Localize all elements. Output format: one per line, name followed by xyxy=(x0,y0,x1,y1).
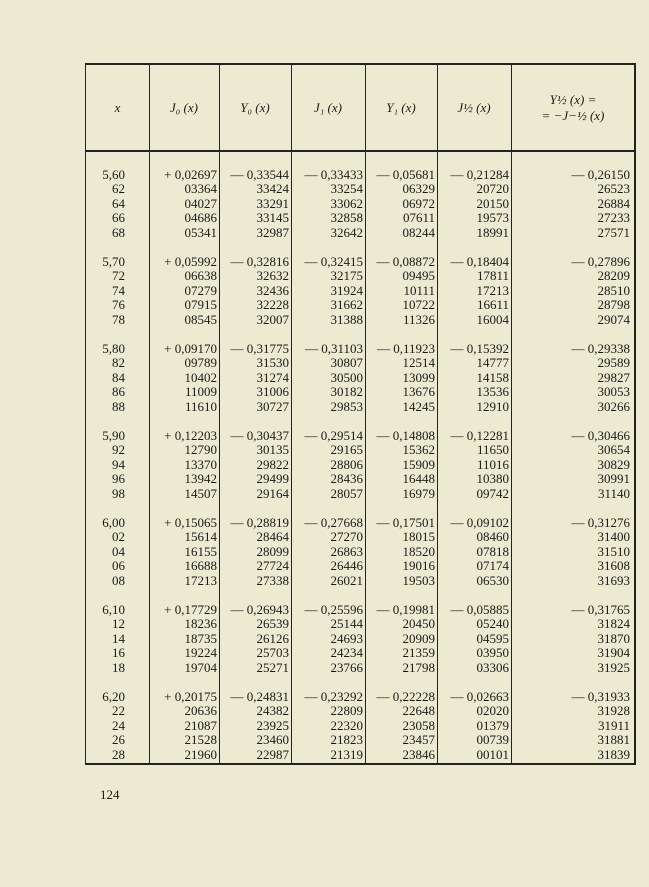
cell-x: 6,00 xyxy=(102,515,125,530)
cell-y0: 27338 xyxy=(256,572,289,588)
cell-y1: 20909 xyxy=(402,630,435,646)
table-row xyxy=(86,646,634,660)
table-row xyxy=(86,226,634,240)
table-row xyxy=(86,298,634,312)
cell-j-half: 13536 xyxy=(476,384,509,400)
cell-j1: 21823 xyxy=(330,732,363,748)
cell-y0: 31006 xyxy=(256,384,289,400)
cell-y-half: 31510 xyxy=(597,543,630,559)
cell-j-half: 07174 xyxy=(476,558,509,574)
cell-y-half: 29074 xyxy=(597,311,630,327)
table-row xyxy=(86,356,634,370)
cell-j0: 19224 xyxy=(184,645,217,661)
cell-y1: 15909 xyxy=(402,456,435,472)
cell-y1: 11326 xyxy=(402,311,435,327)
cell-y0: 29164 xyxy=(256,485,289,501)
cell-y-half: 29589 xyxy=(597,355,630,371)
cell-x: 5,70 xyxy=(102,254,125,269)
table-row xyxy=(86,371,634,385)
cell-j0: + 0,12203 xyxy=(164,428,217,443)
cell-y0: 30135 xyxy=(256,442,289,458)
header-j1: J₁ (x) xyxy=(314,99,342,115)
cell-y1: 15362 xyxy=(402,442,435,458)
cell-x: 76 xyxy=(112,297,125,313)
cell-y-half: 28510 xyxy=(597,282,630,298)
cell-y0: 32632 xyxy=(256,268,289,284)
cell-y-half: — 0,29338 xyxy=(571,341,630,356)
table-row xyxy=(86,690,634,704)
cell-y1: 19016 xyxy=(402,558,435,574)
cell-j1: 24234 xyxy=(330,645,363,661)
cell-j1: — 0,23292 xyxy=(304,689,363,704)
table-row xyxy=(86,516,634,530)
cell-j1: 32642 xyxy=(330,224,363,240)
cell-y-half: 31693 xyxy=(597,572,630,588)
table-row xyxy=(86,182,634,196)
header-y1: Y₁ (x) xyxy=(386,99,416,115)
header-j0: J₀ (x) xyxy=(170,99,198,115)
cell-j1: 32175 xyxy=(330,268,363,284)
cell-x: 96 xyxy=(112,471,125,487)
cell-y1: 06972 xyxy=(402,195,435,211)
table-row xyxy=(86,733,634,747)
cell-x: 28 xyxy=(112,746,125,762)
cell-y0: 29822 xyxy=(256,456,289,472)
cell-y0: 22987 xyxy=(256,746,289,762)
cell-j0: 14507 xyxy=(184,485,217,501)
table-row xyxy=(86,342,634,356)
cell-x: 04 xyxy=(112,543,125,559)
cell-y0: 23925 xyxy=(256,717,289,733)
cell-j0: 16688 xyxy=(184,558,217,574)
cell-j-half: 19573 xyxy=(476,210,509,226)
cell-y0: 32228 xyxy=(256,297,289,313)
cell-j0: 13942 xyxy=(184,471,217,487)
cell-y1: 14245 xyxy=(402,398,435,414)
cell-j1: 29165 xyxy=(330,442,363,458)
cell-j1: 30500 xyxy=(330,369,363,385)
cell-y0: 27724 xyxy=(256,558,289,574)
cell-j0: + 0,15065 xyxy=(164,515,217,530)
cell-y-half: 31608 xyxy=(597,558,630,574)
cell-j0: 07915 xyxy=(184,297,217,313)
table-row xyxy=(86,458,634,472)
table-row xyxy=(86,632,634,646)
cell-j-half: 04595 xyxy=(476,630,509,646)
cell-j-half: 11016 xyxy=(476,456,509,472)
cell-j1: 30182 xyxy=(330,384,363,400)
table-row xyxy=(86,472,634,486)
cell-j-half: 08460 xyxy=(476,529,509,545)
table-row xyxy=(86,211,634,225)
cell-j-half: — 0,09102 xyxy=(450,515,509,530)
cell-j0: 04686 xyxy=(184,210,217,226)
table-row xyxy=(86,443,634,457)
cell-x: 26 xyxy=(112,732,125,748)
cell-j-half: — 0,21284 xyxy=(450,167,509,182)
cell-x: 5,90 xyxy=(102,428,125,443)
cell-y-half: 28798 xyxy=(597,297,630,313)
header-y-half-line1: Y½ (x) = xyxy=(549,91,597,107)
cell-x: 6,20 xyxy=(102,689,125,704)
cell-j1: — 0,25596 xyxy=(304,602,363,617)
header-y0: Y₀ (x) xyxy=(240,99,270,115)
cell-j0: 07279 xyxy=(184,282,217,298)
cell-y-half: 31824 xyxy=(597,616,630,632)
cell-j-half: 09742 xyxy=(476,485,509,501)
cell-y1: 21798 xyxy=(402,659,435,675)
cell-y1: 18520 xyxy=(402,543,435,559)
table-row xyxy=(86,661,634,675)
cell-j-half: 12910 xyxy=(476,398,509,414)
cell-j1: — 0,27668 xyxy=(304,515,363,530)
cell-j0: 21528 xyxy=(184,732,217,748)
cell-x: 6,10 xyxy=(102,602,125,617)
cell-y0: 32987 xyxy=(256,224,289,240)
cell-x: 86 xyxy=(112,384,125,400)
cell-j0: 06638 xyxy=(184,268,217,284)
cell-y-half: 28209 xyxy=(597,268,630,284)
cell-y1: 23457 xyxy=(402,732,435,748)
cell-y1: 06329 xyxy=(402,181,435,197)
table-row xyxy=(86,197,634,211)
cell-j-half: 05240 xyxy=(476,616,509,632)
header-y-half xyxy=(511,65,635,150)
cell-y-half: 30829 xyxy=(597,456,630,472)
cell-j0: 21087 xyxy=(184,717,217,733)
cell-x: 98 xyxy=(112,485,125,501)
cell-y-half: 31870 xyxy=(597,630,630,646)
cell-y0: 32007 xyxy=(256,311,289,327)
cell-y0: 31530 xyxy=(256,355,289,371)
cell-j0: 19704 xyxy=(184,659,217,675)
cell-j1: 33062 xyxy=(330,195,363,211)
cell-j1: 26863 xyxy=(330,543,363,559)
cell-x: 68 xyxy=(112,224,125,240)
cell-y0: — 0,33544 xyxy=(230,167,289,182)
cell-y-half: 31881 xyxy=(597,732,630,748)
cell-y-half: — 0,27896 xyxy=(571,254,630,269)
cell-y-half: 31925 xyxy=(597,659,630,675)
header-y-half-line2: = −J−½ (x) xyxy=(541,107,605,123)
cell-j-half: 20720 xyxy=(476,181,509,197)
cell-y1: — 0,14808 xyxy=(376,428,435,443)
cell-y0: 32436 xyxy=(256,282,289,298)
bessel-function-table xyxy=(85,63,636,765)
cell-y1: 13676 xyxy=(402,384,435,400)
table-row xyxy=(86,284,634,298)
table-row xyxy=(86,719,634,733)
cell-j0: 20636 xyxy=(184,703,217,719)
cell-j1: 31924 xyxy=(330,282,363,298)
cell-y-half: — 0,31765 xyxy=(571,602,630,617)
table-row xyxy=(86,313,634,327)
cell-j0: 10402 xyxy=(184,369,217,385)
cell-y-half: 26884 xyxy=(597,195,630,211)
cell-y1: 13099 xyxy=(402,369,435,385)
cell-y-half: 26523 xyxy=(597,181,630,197)
cell-j-half: 20150 xyxy=(476,195,509,211)
table-header xyxy=(86,65,634,152)
cell-j-half: 11650 xyxy=(476,442,509,458)
cell-x: 18 xyxy=(112,659,125,675)
cell-j1: — 0,29514 xyxy=(304,428,363,443)
cell-j1: — 0,32415 xyxy=(304,254,363,269)
table-row xyxy=(86,574,634,588)
cell-j1: 24693 xyxy=(330,630,363,646)
cell-y0: 28099 xyxy=(256,543,289,559)
cell-j0: 13370 xyxy=(184,456,217,472)
cell-x: 12 xyxy=(112,616,125,632)
cell-y1: — 0,11923 xyxy=(376,341,435,356)
table-row xyxy=(86,545,634,559)
cell-y1: — 0,08872 xyxy=(376,254,435,269)
cell-j-half: 17811 xyxy=(476,268,509,284)
cell-j1: 33254 xyxy=(330,181,363,197)
cell-j-half: — 0,18404 xyxy=(450,254,509,269)
cell-j0: 05341 xyxy=(184,224,217,240)
cell-y0: — 0,30437 xyxy=(230,428,289,443)
cell-y1: 19503 xyxy=(402,572,435,588)
cell-j0: 16155 xyxy=(184,543,217,559)
cell-j-half: — 0,05885 xyxy=(450,602,509,617)
cell-y1: 16448 xyxy=(402,471,435,487)
cell-x: 78 xyxy=(112,311,125,327)
cell-j-half: 17213 xyxy=(476,282,509,298)
cell-y0: 28464 xyxy=(256,529,289,545)
cell-j-half: 10380 xyxy=(476,471,509,487)
cell-j-half: 03950 xyxy=(476,645,509,661)
cell-j1: 25144 xyxy=(330,616,363,632)
cell-y0: 33291 xyxy=(256,195,289,211)
cell-y-half: 27571 xyxy=(597,224,630,240)
cell-j0: 21960 xyxy=(184,746,217,762)
cell-j-half: 16611 xyxy=(476,297,509,313)
cell-y-half: 31911 xyxy=(597,717,630,733)
cell-y0: — 0,26943 xyxy=(230,602,289,617)
cell-y0: — 0,28819 xyxy=(230,515,289,530)
cell-x: 82 xyxy=(112,355,125,371)
cell-y1: 21359 xyxy=(402,645,435,661)
table-row xyxy=(86,748,634,762)
cell-y0: 25271 xyxy=(256,659,289,675)
cell-j1: 31388 xyxy=(330,311,363,327)
cell-y1: 09495 xyxy=(402,268,435,284)
header-j-half: J½ (x) xyxy=(457,99,491,115)
cell-j-half: 07818 xyxy=(476,543,509,559)
cell-y1: 22648 xyxy=(402,703,435,719)
cell-j0: + 0,02697 xyxy=(164,167,217,182)
cell-y0: 26539 xyxy=(256,616,289,632)
cell-j0: + 0,17729 xyxy=(164,602,217,617)
cell-x: 72 xyxy=(112,268,125,284)
cell-y1: 07611 xyxy=(402,210,435,226)
cell-x: 24 xyxy=(112,717,125,733)
table-row xyxy=(86,617,634,631)
table-row xyxy=(86,255,634,269)
cell-x: 94 xyxy=(112,456,125,472)
cell-y0: — 0,24831 xyxy=(230,689,289,704)
cell-x: 14 xyxy=(112,630,125,646)
cell-j0: 12790 xyxy=(184,442,217,458)
cell-j1: 28436 xyxy=(330,471,363,487)
cell-y0: 26126 xyxy=(256,630,289,646)
cell-y-half: 31904 xyxy=(597,645,630,661)
cell-y-half: 29827 xyxy=(597,369,630,385)
cell-j1: 28806 xyxy=(330,456,363,472)
cell-y1: 23846 xyxy=(402,746,435,762)
cell-y-half: — 0,31276 xyxy=(571,515,630,530)
table-row xyxy=(86,603,634,617)
table-row xyxy=(86,168,634,182)
cell-y-half: 30053 xyxy=(597,384,630,400)
cell-j0: 04027 xyxy=(184,195,217,211)
cell-y1: 18015 xyxy=(402,529,435,545)
cell-j0: 18236 xyxy=(184,616,217,632)
cell-j1: 31662 xyxy=(330,297,363,313)
cell-y-half: — 0,26150 xyxy=(571,167,630,182)
cell-j-half: 01379 xyxy=(476,717,509,733)
cell-j-half: — 0,02663 xyxy=(450,689,509,704)
cell-y1: 23058 xyxy=(402,717,435,733)
cell-j0: 09789 xyxy=(184,355,217,371)
cell-j1: 32858 xyxy=(330,210,363,226)
cell-j-half: 14158 xyxy=(476,369,509,385)
cell-j0: 03364 xyxy=(184,181,217,197)
cell-x: 64 xyxy=(112,195,125,211)
cell-y-half: 31140 xyxy=(597,485,630,501)
cell-j-half: 06530 xyxy=(476,572,509,588)
cell-y0: 33145 xyxy=(256,210,289,226)
cell-j1: 21319 xyxy=(330,746,363,762)
cell-j1: 26021 xyxy=(330,572,363,588)
cell-j1: 27270 xyxy=(330,529,363,545)
cell-j-half: — 0,15392 xyxy=(450,341,509,356)
cell-j-half: 03306 xyxy=(476,659,509,675)
cell-x: 92 xyxy=(112,442,125,458)
cell-y0: 29499 xyxy=(256,471,289,487)
cell-y-half: 27233 xyxy=(597,210,630,226)
cell-j0: 18735 xyxy=(184,630,217,646)
cell-y1: — 0,22228 xyxy=(376,689,435,704)
cell-y1: 08244 xyxy=(402,224,435,240)
cell-y-half: 31400 xyxy=(597,529,630,545)
cell-y0: 30727 xyxy=(256,398,289,414)
cell-j1: 22809 xyxy=(330,703,363,719)
cell-y1: 10722 xyxy=(402,297,435,313)
table-row xyxy=(86,530,634,544)
cell-j1: 23766 xyxy=(330,659,363,675)
cell-j-half: 18991 xyxy=(476,224,509,240)
header-x: x xyxy=(114,99,121,115)
cell-j1: 22320 xyxy=(330,717,363,733)
cell-x: 62 xyxy=(112,181,125,197)
cell-j-half: 00739 xyxy=(476,732,509,748)
cell-j0: + 0,20175 xyxy=(164,689,217,704)
cell-x: 5,80 xyxy=(102,341,125,356)
cell-x: 84 xyxy=(112,369,125,385)
cell-y-half: — 0,31933 xyxy=(571,689,630,704)
cell-x: 88 xyxy=(112,398,125,414)
cell-x: 08 xyxy=(112,572,125,588)
cell-j1: 29853 xyxy=(330,398,363,414)
cell-y1: — 0,17501 xyxy=(376,515,435,530)
cell-j-half: 16004 xyxy=(476,311,509,327)
cell-j0: 15614 xyxy=(184,529,217,545)
cell-y1: — 0,05681 xyxy=(376,167,435,182)
cell-x: 02 xyxy=(112,529,125,545)
cell-y1: 12514 xyxy=(402,355,435,371)
cell-y0: — 0,32816 xyxy=(230,254,289,269)
cell-y0: 24382 xyxy=(256,703,289,719)
cell-y-half: 31928 xyxy=(597,703,630,719)
cell-x: 22 xyxy=(112,703,125,719)
cell-j1: — 0,33433 xyxy=(304,167,363,182)
cell-j1: — 0,31103 xyxy=(304,341,363,356)
cell-y0: 31274 xyxy=(256,369,289,385)
cell-j0: 11610 xyxy=(184,398,217,414)
cell-x: 16 xyxy=(112,645,125,661)
page-number: 124 xyxy=(100,787,120,802)
cell-y1: — 0,19981 xyxy=(376,602,435,617)
table-row xyxy=(86,429,634,443)
cell-j0: 17213 xyxy=(184,572,217,588)
table-row xyxy=(86,400,634,414)
cell-y-half: — 0,30466 xyxy=(571,428,630,443)
cell-x: 5,60 xyxy=(102,167,125,182)
cell-j0: 08545 xyxy=(184,311,217,327)
cell-y0: — 0,31775 xyxy=(230,341,289,356)
table-row xyxy=(86,269,634,283)
cell-x: 74 xyxy=(112,282,125,298)
cell-j0: + 0,09170 xyxy=(164,341,217,356)
cell-j-half: 00101 xyxy=(476,746,509,762)
table-row xyxy=(86,559,634,573)
cell-j-half: — 0,12281 xyxy=(450,428,509,443)
cell-y-half: 31839 xyxy=(597,746,630,762)
cell-y1: 20450 xyxy=(402,616,435,632)
table-row xyxy=(86,487,634,501)
cell-j1: 28057 xyxy=(330,485,363,501)
cell-j1: 30807 xyxy=(330,355,363,371)
table-row xyxy=(86,704,634,718)
cell-y0: 33424 xyxy=(256,181,289,197)
cell-j0: 11009 xyxy=(184,384,217,400)
cell-j0: + 0,05992 xyxy=(164,254,217,269)
cell-y0: 23460 xyxy=(256,732,289,748)
cell-y1: 16979 xyxy=(402,485,435,501)
cell-j-half: 14777 xyxy=(476,355,509,371)
cell-y1: 10111 xyxy=(403,282,435,298)
cell-y-half: 30991 xyxy=(597,471,630,487)
cell-y0: 25703 xyxy=(256,645,289,661)
cell-j1: 26446 xyxy=(330,558,363,574)
cell-j-half: 02020 xyxy=(476,703,509,719)
cell-x: 66 xyxy=(112,210,125,226)
table-row xyxy=(86,385,634,399)
cell-x: 06 xyxy=(112,558,125,574)
cell-y-half: 30654 xyxy=(597,442,630,458)
cell-y-half: 30266 xyxy=(597,398,630,414)
